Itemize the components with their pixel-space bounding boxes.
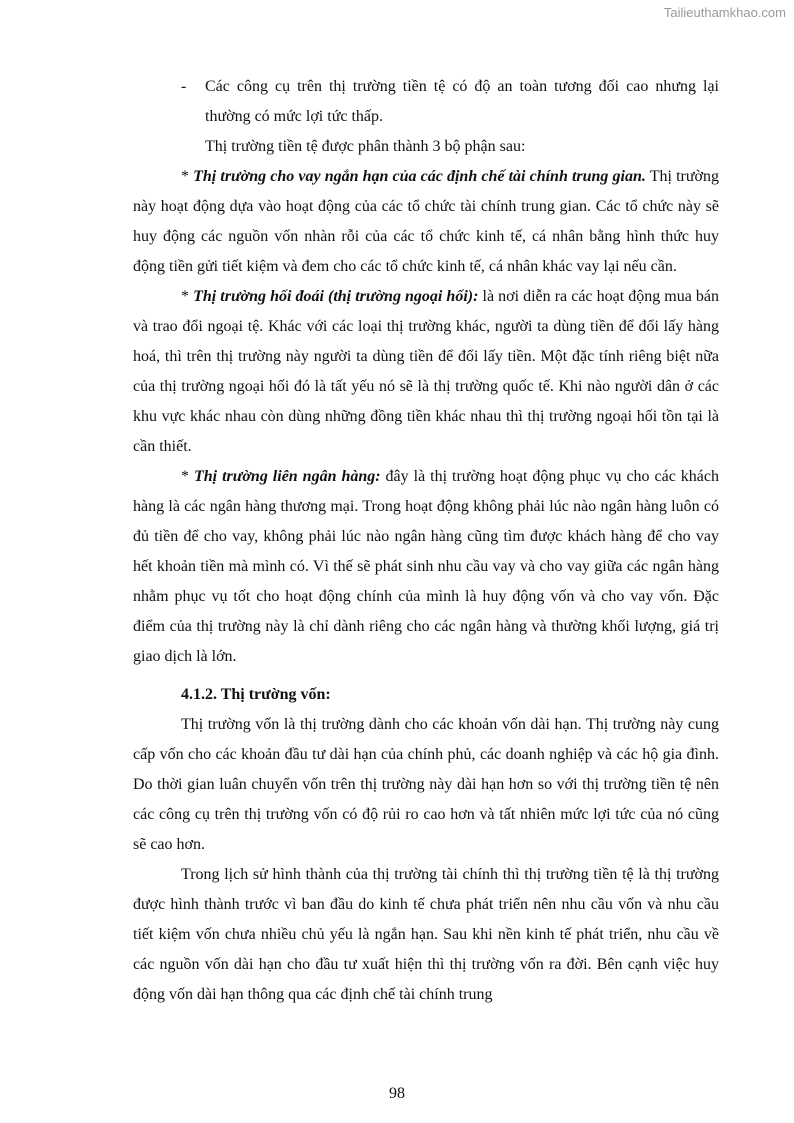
paragraph-prefix: * xyxy=(181,168,194,185)
section-heading: 4.1.2. Thị trường vốn: xyxy=(181,686,331,703)
paragraph-title: Thị trường cho vay ngắn hạn của các định chế tài chính trung gian. xyxy=(193,168,646,185)
paragraph-capital-market: Thị trường vốn là thị trường dành cho các khoản vốn dài hạn. Thị trường này cung cấp vốn cho các khoản đầu tư dài hạn của chính phủ, các doanh nghiệp và các hộ gia đình. Do thời gian luân chuyển vốn trên thị trường này dài hạn hơn so với thị trường tiền tệ nên các công cụ trên thị trường vốn có độ rủi ro cao hơn và tất nhiên mức lợi tức của nó cũng sẽ cao hơn. xyxy=(133,716,719,853)
paragraph-history: Trong lịch sử hình thành của thị trường tài chính thì thị trường tiền tệ là thị trường được hình thành trước vì ban đầu do kinh tế chưa phát triển nên nhu cầu vốn và nhu cầu tiết kiệm vốn chưa nhiều chủ yếu là ngắn hạn. Sau khi nền kinh tế phát triển, nhu cầu về các nguồn vốn dài hạn cho đầu tư xuất hiện thì thị trường vốn ra đời. Bên cạnh việc huy động vốn dài hạn thông qua các định chế tài chính trung xyxy=(133,866,719,1003)
bullet-text: Các công cụ trên thị trường tiền tệ có độ an toàn tương đối cao nhưng lại thường có mức lợi tức thấp. xyxy=(205,78,719,125)
paragraph-prefix: * xyxy=(181,468,194,485)
paragraph-body: Thị trường này hoạt động dựa vào hoạt động của các tổ chức tài chính trung gian. Các tổ chức này sẽ huy động các nguồn vốn nhàn rỗi của các tổ chức kinh tế, cá nhân bằng hình thức huy động tiền gửi tiết kiệm và đem cho các tổ chức kinh tế, cá nhân khác vay lại nếu cần. xyxy=(133,168,719,275)
paragraph-body: là nơi diễn ra các hoạt động mua bán và trao đổi ngoại tệ. Khác với các loại thị trường khác, người ta dùng tiền để đổi lấy hàng hoá, thì trên thị trường này người ta dùng tiền để đổi lấy tiền. Một đặc tính riêng biệt nữa của thị trường ngoại hối đó là tất yếu nó sẽ là thị trường quốc tế. Khi nào người dân ở các khu vực khác nhau còn dùng những đồng tiền khác nhau thì thị trường ngoại hối tồn tại là cần thiết. xyxy=(133,288,720,455)
intro-paragraph: Thị trường tiền tệ được phân thành 3 bộ phận sau: xyxy=(205,138,526,155)
paragraph-prefix: * xyxy=(181,288,194,305)
bullet-item xyxy=(133,72,719,132)
paragraph-short-term-lending xyxy=(133,162,719,282)
paragraph-forex-market xyxy=(133,282,719,462)
paragraph-interbank-market xyxy=(133,462,719,672)
paragraph-body: đây là thị trường hoạt động phục vụ cho các khách hàng là các ngân hàng thương mại. Trong hoạt động không phải lúc nào ngân hàng luôn có đủ tiền để cho vay, không phải lúc nào ngân hàng cũng tìm được khách hàng để cho vay hết khoản tiền mà mình có. Vì thế sẽ phát sinh nhu cầu vay và cho vay giữa các ngân hàng nhằm phục vụ tốt cho hoạt động chính của mình là huy động vốn và cho vay vốn. Đặc điểm của thị trường này là chỉ dành riêng cho các ngân hàng và thường khối lượng, giá trị giao dịch là lớn. xyxy=(133,468,720,665)
watermark: Tailieuthamkhao.com xyxy=(663,5,786,20)
bullet-dash: - xyxy=(181,78,187,95)
paragraph-title: Thị trường hối đoái (thị trường ngoại hối): xyxy=(193,288,479,305)
page-number: 98 xyxy=(389,1085,405,1102)
paragraph-title: Thị trường liên ngân hàng: xyxy=(193,468,381,485)
page-body xyxy=(133,72,719,1010)
